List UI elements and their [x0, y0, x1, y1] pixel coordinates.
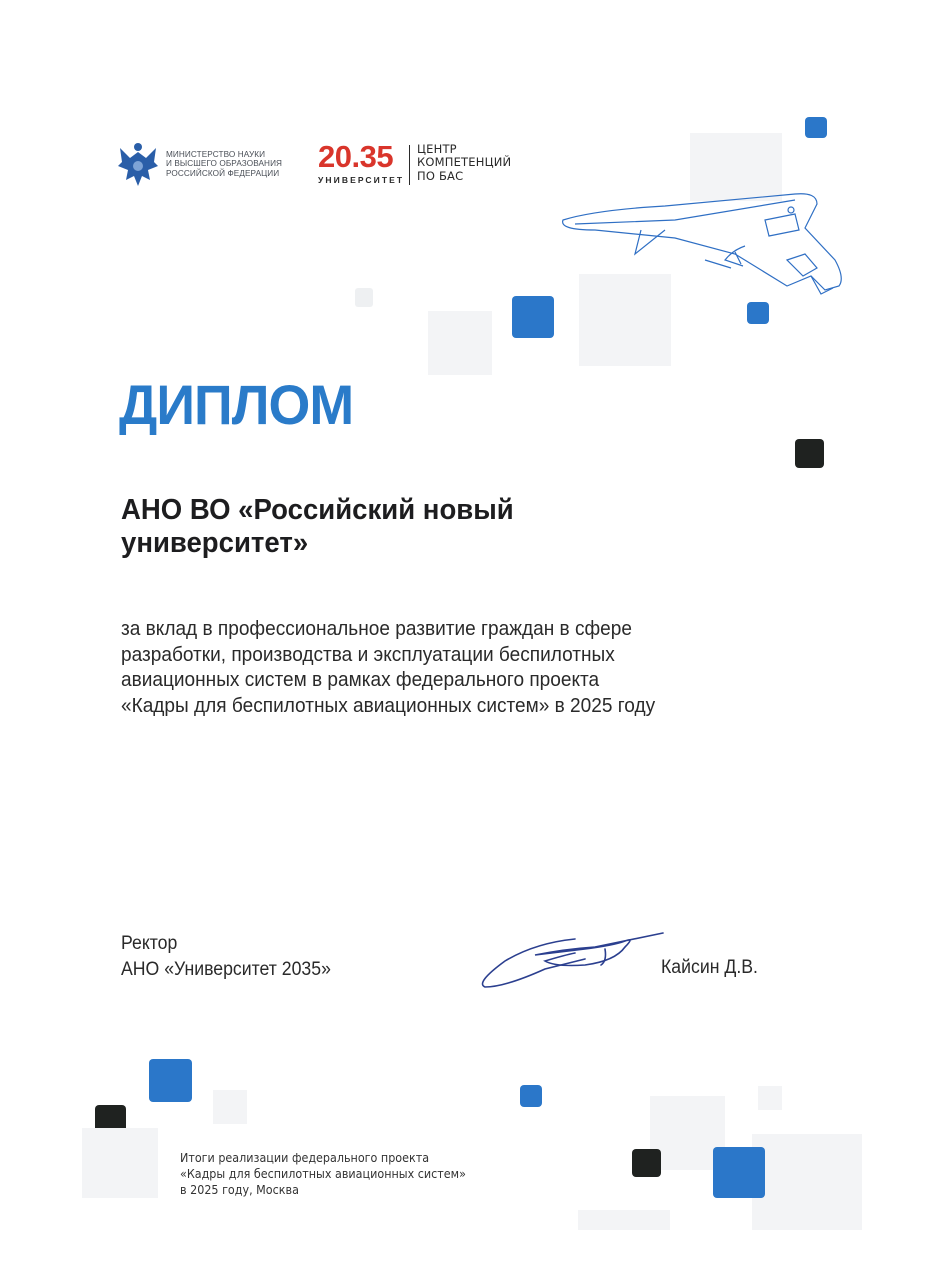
ministry-logo [116, 140, 291, 188]
university-label: УНИВЕРСИТЕТ [318, 175, 405, 185]
drone-icon [555, 190, 855, 300]
university-number: 20.35 [318, 139, 394, 174]
decor-square-grey [758, 1086, 782, 1110]
award-reason: за вклад в профессиональное развитие граждан в сфере разработки, производства и эксплуатации беспилотных авиационных систем в рамках федерального проекта «Кадры для беспилотных авиационных систем» в 2025 году [121, 617, 656, 717]
signatory-role: Ректор АНО «Университет 2035» [121, 933, 331, 980]
university-2035-logo [318, 139, 405, 185]
competence-center-label: ЦЕНТР КОМПЕТЕНЦИЙ ПО БАС [417, 142, 512, 183]
decor-square-dark [632, 1149, 661, 1177]
decor-square-blue [805, 117, 827, 138]
decor-square-blue [520, 1085, 542, 1107]
decor-square-blue [512, 296, 554, 338]
decor-square-grey [213, 1090, 247, 1124]
ministry-name: МИНИСТЕРСТВО НАУКИ И ВЫСШЕГО ОБРАЗОВАНИЯ РОССИЙСКОЙ ФЕДЕРАЦИИ [166, 149, 283, 178]
decor-square-dark [795, 439, 824, 468]
decor-square-blue [747, 302, 769, 324]
signature-icon [475, 925, 670, 995]
decor-square-grey [355, 288, 373, 307]
logo-divider [409, 145, 410, 185]
eagle-emblem-icon [116, 140, 160, 188]
decor-square-blue [713, 1147, 765, 1198]
decor-square-grey [428, 311, 492, 375]
decor-square-blue [149, 1059, 192, 1102]
decor-square-grey [752, 1134, 862, 1230]
diploma-title: ДИПЛОМ [119, 373, 354, 436]
decor-square-grey [82, 1128, 158, 1198]
signatory-name: Кайсин Д.В. [661, 957, 758, 978]
footer-note: Итоги реализации федерального проекта «Кадры для беспилотных авиационных систем» в 2025 году, Москва [180, 1151, 466, 1197]
decor-square-grey [578, 1210, 670, 1230]
recipient-name: АНО ВО «Российский новый университет» [121, 494, 514, 559]
